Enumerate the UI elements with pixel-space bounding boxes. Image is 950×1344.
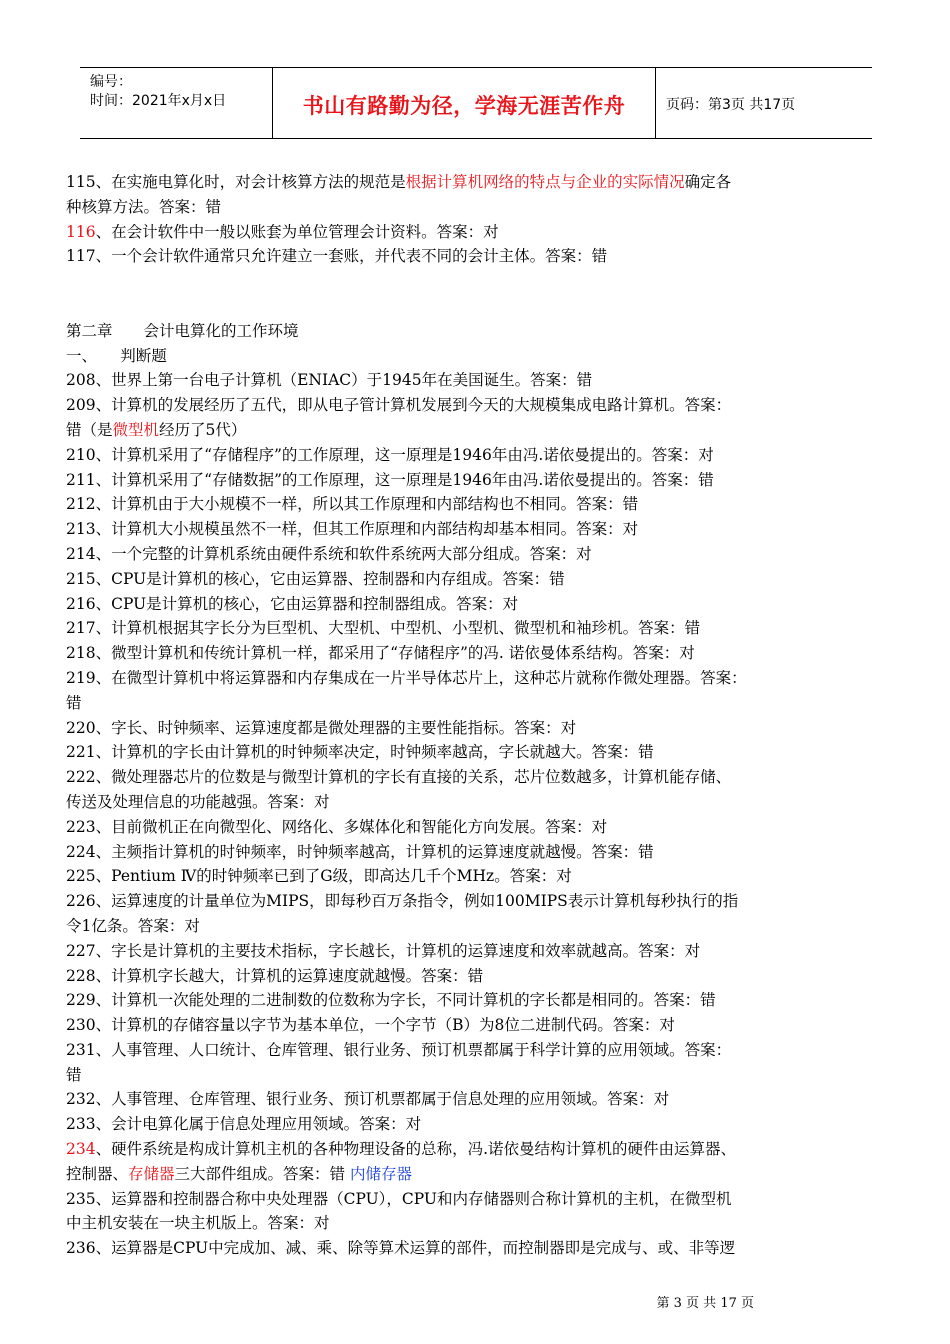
question-line: 211、计算机采用了“存储数据”的工作原理，这一原理是1946年由冯.诺依曼提出的。答案：错 <box>66 470 714 489</box>
header-info-cell <box>80 68 273 138</box>
question-line: 214、一个完整的计算机系统由硬件系统和软件系统两大部分组成。答案：对 <box>66 544 592 563</box>
chapter-heading: 第二章 会计电算化的工作环境 <box>66 321 299 340</box>
question-line: 230、计算机的存储容量以字节为基本单位，一个字节（B）为8位二进制代码。答案：对 <box>66 1016 675 1035</box>
document-body <box>66 170 896 1261</box>
question-line: 212、计算机由于大小规模不一样，所以其工作原理和内部结构也不相同。答案：错 <box>66 495 639 514</box>
section-heading: 一、 判断题 <box>66 346 167 365</box>
highlighted-number: 116 <box>66 222 96 241</box>
question-line: 117、一个会计软件通常只允许建立一套账，并代表不同的会计主体。答案：错 <box>66 247 608 266</box>
question-line: 216、CPU是计算机的核心，它由运算器和控制器组成。答案：对 <box>66 594 519 613</box>
question-line: 219、在微型计算机中将运算器和内存集成在一片半导体芯片上，这种芯片就称作微处理器。答案： <box>66 668 747 687</box>
header-motto: 书山有路勤为径，学海无涯苦作舟 <box>302 94 626 118</box>
highlighted-text: 微型机 <box>112 420 160 439</box>
question-line: 226、运算速度的计量单位为MIPS，即每秒百万条指令，例如100MIPS表示计算机每秒执行的指 <box>66 892 739 911</box>
question-line: 种核算方法。答案：错 <box>66 197 222 216</box>
question-line: 229、计算机一次能处理的二进制数的位数称为字长，不同计算机的字长都是相同的。答案：错 <box>66 991 716 1010</box>
question-line: 231、人事管理、人口统计、仓库管理、银行业务、预订机票都属于科学计算的应用领域。答案： <box>66 1040 732 1059</box>
page-footer: 第 3 页 共 17 页 <box>656 1296 754 1311</box>
page-header <box>80 67 872 139</box>
spacer <box>66 269 896 319</box>
highlighted-text: 存储器 <box>128 1164 175 1183</box>
question-line: 令1亿条。答案：对 <box>66 916 200 935</box>
question-line: 218、微型计算机和传统计算机一样，都采用了“存储程序”的冯. 诺依曼体系结构。答案：对 <box>66 644 695 663</box>
question-line: 115、在实施电算化时，对会计核算方法的规范是根据计算机网络的特点与企业的实际情况确定各 <box>66 173 732 191</box>
question-line: 224、主频指计算机的时钟频率，时钟频率越高，计算机的运算速度就越慢。答案：错 <box>66 842 654 861</box>
question-line: 220、字长、时钟频率、运算速度都是微处理器的主要性能指标。答案：对 <box>66 718 577 737</box>
question-line: 213、计算机大小规模虽然不一样，但其工作原理和内部结构却基本相同。答案：对 <box>66 520 639 539</box>
question-line: 228、计算机字长越大，计算机的运算速度就越慢。答案：错 <box>66 966 484 985</box>
question-line: 错 <box>66 693 82 712</box>
question-line: 传送及处理信息的功能越强。答案：对 <box>66 792 330 811</box>
question-line: 223、目前微机正在向微型化、网络化、多媒体化和智能化方向发展。答案：对 <box>66 817 608 836</box>
question-line: 225、Pentium Ⅳ的时钟频率已到了G级，即高达几千个MHz。答案：对 <box>66 867 572 886</box>
question-line: 235、运算器和控制器合称中央处理器（CPU），CPU和内存储器则合称计算机的主机，在微型机 <box>66 1189 732 1208</box>
question-line: 215、CPU是计算机的核心，它由运算器、控制器和内存组成。答案：错 <box>66 569 565 588</box>
question-line: 中主机安装在一块主机版上。答案：对 <box>66 1214 330 1233</box>
question-line: 错 <box>66 1065 82 1084</box>
question-line: 221、计算机的字长由计算机的时钟频率决定，时钟频率越高，字长就越大。答案：错 <box>66 743 654 762</box>
question-line: 208、世界上第一台电子计算机（ENIAC）于1945年在美国诞生。答案：错 <box>66 371 593 390</box>
question-line: 210、计算机采用了“存储程序”的工作原理，这一原理是1946年由冯.诺依曼提出的。答案：对 <box>66 445 714 464</box>
question-line: 控制器、存储器三大部件组成。答案：错 内储存器 <box>66 1164 412 1183</box>
question-line: 错（是微型机经历了5代） <box>66 420 247 439</box>
question-line: 222、微处理器芯片的位数是与微型计算机的字长有直接的关系，芯片位数越多，计算机能存储、 <box>66 768 732 787</box>
question-line: 234、硬件系统是构成计算机主机的各种物理设备的总称，冯.诺依曼结构计算机的硬件由运算器、 <box>66 1140 737 1159</box>
question-line: 233、会计电算化属于信息处理应用领域。答案：对 <box>66 1115 422 1134</box>
highlighted-text: 根据计算机网络的特点与企业的实际情况 <box>405 173 685 191</box>
question-line: 232、人事管理、仓库管理、银行业务、预订机票都属于信息处理的应用领域。答案：对 <box>66 1090 670 1109</box>
header-page-number: 页码：第3页 共17页 <box>666 97 796 113</box>
header-motto-cell <box>273 68 656 138</box>
question-line: 209、计算机的发展经历了五代，即从电子管计算机发展到今天的大规模集成电路计算机。答案： <box>66 396 732 415</box>
question-line: 217、计算机根据其字长分为巨型机、大型机、中型机、小型机、微型机和袖珍机。答案：错 <box>66 619 701 638</box>
question-line: 236、运算器是CPU中完成加、减、乘、除等算术运算的部件，而控制器即是完成与、或、非等逻 <box>66 1239 736 1258</box>
header-page-cell <box>656 68 872 138</box>
document-date-label: 时间：2021年x月x日 <box>90 93 227 109</box>
highlighted-number: 234 <box>66 1140 96 1159</box>
document-number-label: 编号： <box>90 74 132 90</box>
question-line: 116、在会计软件中一般以账套为单位管理会计资料。答案：对 <box>66 222 499 241</box>
correction-text: 内储存器 <box>349 1164 412 1183</box>
question-line: 227、字长是计算机的主要技术指标，字长越长，计算机的运算速度和效率就越高。答案：对 <box>66 941 701 960</box>
